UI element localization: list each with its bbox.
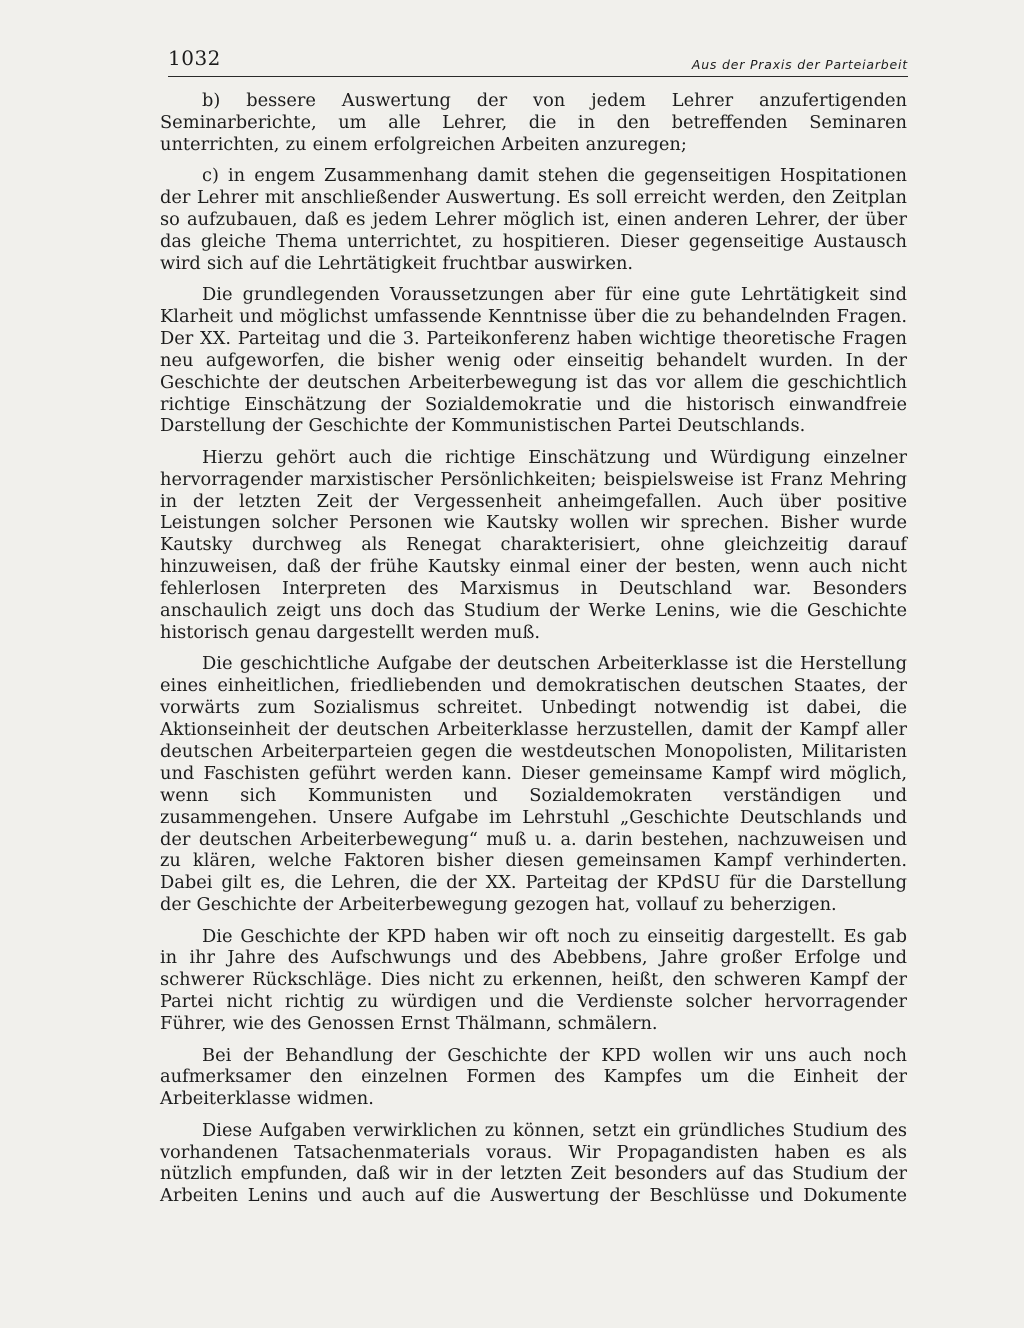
paragraph-b-seminar-reports: b) bessere Auswertung der von jedem Lehrer anzufertigenden Seminarberichte, um alle Lehrer, die in den betreffenden Seminaren unterrichten, zu einem erfolgreichen Arbeiten anzuregen;: [160, 90, 907, 155]
paragraph-unity-struggle: Bei der Behandlung der Geschichte der KPD wollen wir uns auch noch aufmerksamer den einzelnen Formen des Kampfes um die Einheit der Arbeiterklasse widmen.: [160, 1044, 907, 1110]
paragraph-kpd-history: Die Geschichte der KPD haben wir oft noch zu einseitig dargestellt. Es gab in ihr Jahre des Aufschwungs und des Abebbens, Jahre großer Erfolge und schwerer Rückschläge. Dies nicht zu erkennen, heißt, den schweren Kampf der Partei nicht richtig zu würdigen und die Verdienste solcher hervorragender Führer, wie des Genossen Ernst Thälmann, schmälern.: [160, 925, 907, 1035]
paragraph-prerequisites: Die grundlegenden Voraussetzungen aber für eine gute Lehrtätigkeit sind Klarheit und möglichst umfassende Kenntnisse über die zu behandelnden Fragen. Der XX. Parteitag und die 3. Parteikonferenz haben wichtige theoretische Fragen neu aufgeworfen, die bisher wenig oder einseitig behandelt wurden. In der Geschichte der deutschen Arbeiterbewegung ist das vor allem die geschichtlich richtige Einschätzung der Sozialdemokratie und die historisch einwandfreie Darstellung der Geschichte der Kommunistischen Partei Deutschlands.: [160, 284, 907, 437]
page-number: 1032: [168, 46, 221, 70]
page-header: [168, 46, 908, 77]
paragraph-personalities: Hierzu gehört auch die richtige Einschätzung und Würdigung einzelner hervorragender marxistischer Persönlichkeiten; beispielsweise ist Franz Mehring in der letzten Zeit der Vergessenheit anheimgefallen. Auch über positive Leistungen solcher Personen wie Kautsky wollen wir sprechen. Bisher wurde Kautsky durchweg als Renegat charakterisiert, ohne gleichzeitig darauf hinzuweisen, daß der frühe Kautsky einmal einer der besten, wenn auch nicht fehlerlosen Interpreten des Marxismus in Deutschland war. Besonders anschaulich zeigt uns doch das Studium der Werke Lenins, wie die Geschichte historisch genau dargestellt werden muß.: [160, 446, 907, 644]
paragraph-historical-task: Die geschichtliche Aufgabe der deutschen Arbeiterklasse ist die Herstellung eines einheitlichen, friedliebenden und demokratischen deutschen Staates, der vorwärts zum Sozialismus schreitet. Unbedingt notwendig ist dabei, die Aktionseinheit der deutschen Arbeiterklasse herzustellen, damit der Kampf aller deutschen Arbeiterparteien gegen die westdeutschen Monopolisten, Militaristen und Faschisten geführt werden kann. Dieser gemeinsame Kampf wird möglich, wenn sich Kommunisten und Sozialdemokraten verständigen und zusammengehen. Unsere Aufgabe im Lehrstuhl „Geschichte Deutschlands und der deutschen Arbeiterbewegung“ muß u. a. darin bestehen, nachzuweisen und zu klären, welche Faktoren bisher diesen gemeinsamen Kampf verhinderten. Dabei gilt es, die Lehren, die der XX. Parteitag der KPdSU für die Darstellung der Geschichte der Arbeiterbewegung gezogen hat, vollauf zu beherzigen.: [160, 653, 907, 916]
body-text: [160, 90, 907, 1217]
running-title: Aus der Praxis der Parteiarbeit: [691, 57, 908, 72]
paragraph-study-material: Diese Aufgaben verwirklichen zu können, setzt ein gründliches Studium des vorhandenen Tatsachenmaterials voraus. Wir Propagandisten haben es als nützlich empfunden, daß wir in der letzten Zeit besonders auf das Studium der Arbeiten Lenins und auch auf die Auswertung der Beschlüsse und Dokumente: [160, 1119, 907, 1207]
paragraph-c-hospitation: c) in engem Zusammenhang damit stehen die gegenseitigen Hospitationen der Lehrer mit anschließender Auswertung. Es soll erreicht werden, den Zeitplan so aufzubauen, daß es jedem Lehrer möglich ist, einen anderen Lehrer, der über das gleiche Thema unterrichtet, zu hospitieren. Dieser gegenseitige Austausch wird sich auf die Lehrtätigkeit fruchtbar auswirken.: [160, 165, 907, 274]
